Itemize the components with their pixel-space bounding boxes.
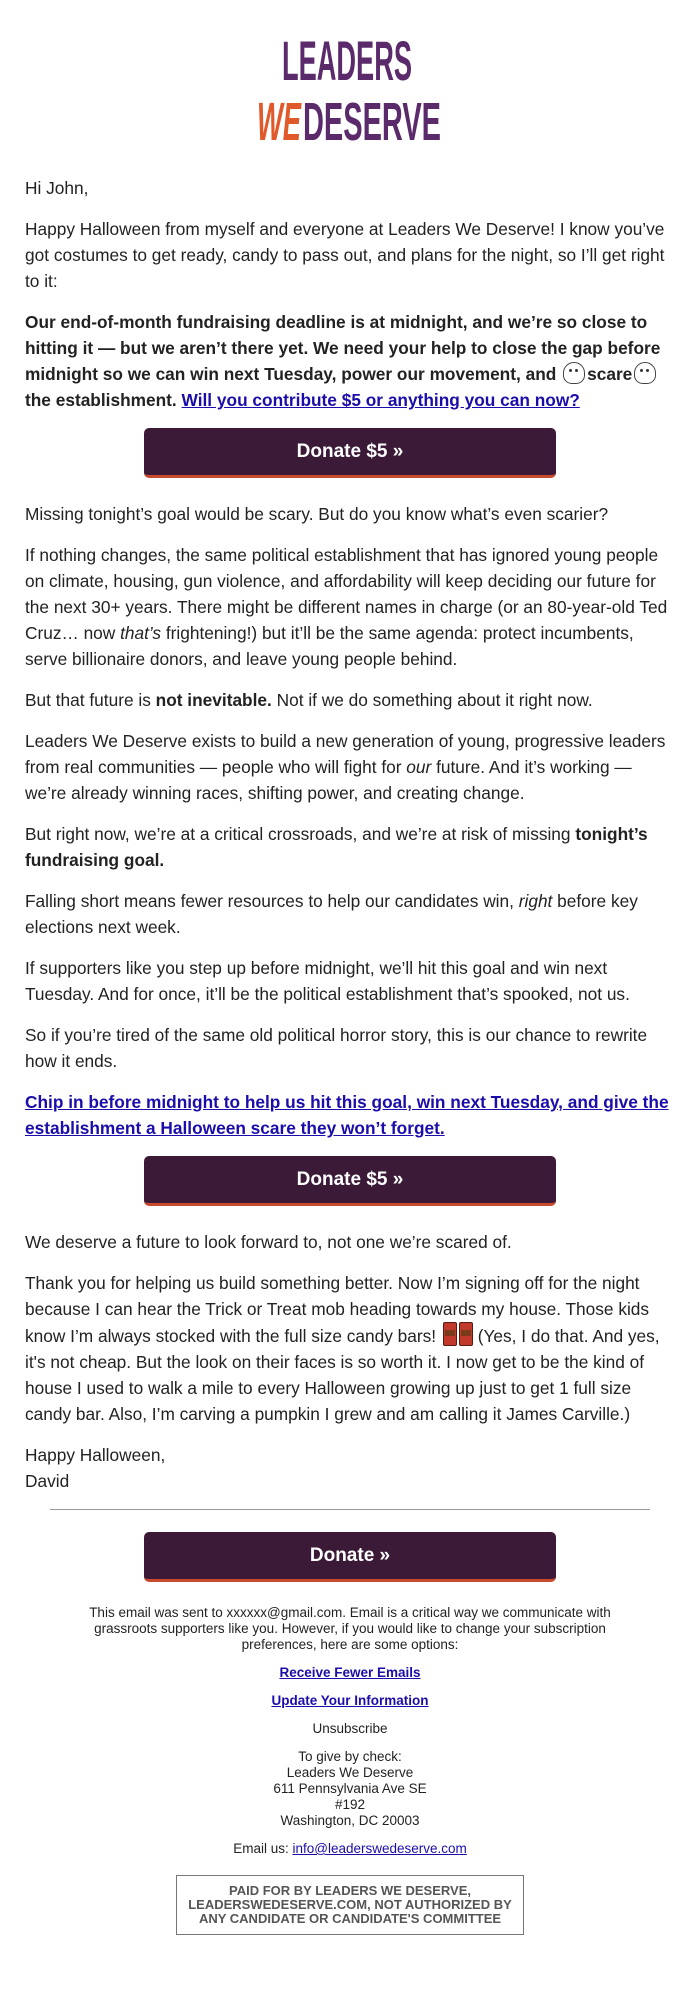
donate-button-row-1 bbox=[25, 428, 675, 478]
establishment-text-a: If nothing changes, the same political establishment that has ignored young people on climate, housing, gun violence, and affordability will keep deciding our future for the next 30+ years. There might be different names in charge (or an 80-year-old Ted Cruz… now bbox=[25, 545, 668, 643]
falling-text-em: right bbox=[518, 891, 553, 911]
inevitable-text-b: Not if we do something about it right now. bbox=[271, 690, 593, 710]
paragraph-scary: Missing tonight’s goal would be scary. But do you know what’s even scarier? bbox=[25, 504, 609, 524]
thanks-text-b: (Yes, I do that. And yes, it's not cheap. But the look on their faces is so worth it. I now get to be the kind of house I used to walk a mile to every Halloween growing up just to get 1 full size candy bar. Also, I’m carving a pumpkin I grew and am calling it James Carville.) bbox=[25, 1326, 660, 1424]
check-city: Washington, DC 20003 bbox=[280, 1813, 420, 1828]
paragraph-establishment bbox=[25, 542, 675, 672]
logo-text-leaders: LEADERS bbox=[282, 28, 412, 92]
donate-button-row-2 bbox=[25, 1156, 675, 1206]
signoff: Happy Halloween, bbox=[25, 1445, 166, 1465]
deadline-text-a: Our end-of-month fundraising deadline is at midnight, and we’re so close to hitting it — but we aren’t there yet. We need your help to close the gap before midnight so we can win next Tuesday, power our movement, and bbox=[25, 312, 661, 384]
footer-donate-row bbox=[0, 1532, 700, 1582]
inevitable-text-a: But that future is bbox=[25, 690, 156, 710]
ghost-icon bbox=[634, 362, 656, 384]
paragraph-thank-you bbox=[25, 1270, 675, 1427]
donate-5-button[interactable]: Donate $5 » bbox=[144, 1156, 556, 1206]
greeting: Hi John, bbox=[25, 178, 89, 198]
footer-divider bbox=[50, 1509, 650, 1510]
mission-text-a: Leaders We Deserve exists to build a new generation of young, progressive leaders from real communities — people who will fight for bbox=[25, 731, 666, 777]
thanks-text-a: Thank you for helping us build something better. Now I’m signing off for the night because I can hear the Trick or Treat mob heading towards my house. Those kids know I’m always stocked with the full size candy bars! bbox=[25, 1273, 650, 1346]
crossroads-text-bold: tonight’s fundraising goal. bbox=[25, 824, 648, 870]
deadline-text-b: the establishment. bbox=[25, 390, 177, 410]
logo-text-we: WE bbox=[257, 91, 302, 148]
header-logo-area bbox=[0, 0, 700, 175]
paragraph-crossroads bbox=[25, 821, 675, 873]
paragraph-step-up: If supporters like you step up before midnight, we’ll hit this goal and win next Tuesday. And for once, it’ll be the political establishment that’s spooked, not us. bbox=[25, 958, 630, 1004]
candy-bar-icon bbox=[459, 1322, 473, 1346]
donate-button[interactable]: Donate » bbox=[144, 1532, 556, 1582]
falling-text-a: Falling short means fewer resources to help our candidates win, bbox=[25, 891, 519, 911]
signoff-block bbox=[25, 1442, 675, 1494]
ghost-icon bbox=[563, 362, 585, 384]
check-street: 611 Pennsylvania Ave SE bbox=[273, 1781, 427, 1796]
signature: David bbox=[25, 1471, 70, 1491]
unsubscribe-link[interactable]: Unsubscribe bbox=[312, 1721, 388, 1736]
establishment-text-b: frightening!) but it’ll be the same agenda: protect incumbents, serve billionaire donors, and leave young people behind. bbox=[25, 623, 634, 669]
leaders-we-deserve-logo bbox=[255, 28, 445, 148]
receive-fewer-emails-link[interactable]: Receive Fewer Emails bbox=[279, 1665, 421, 1680]
candy-bar-icon bbox=[443, 1322, 457, 1346]
logo-text-deserve: DESERVE bbox=[303, 91, 441, 148]
paragraph-not-inevitable bbox=[25, 687, 675, 713]
paid-for-disclaimer: PAID FOR BY LEADERS WE DESERVE, LEADERSWEDESERVE.COM, NOT AUTHORIZED BY ANY CANDIDATE OR CANDIDATE'S COMMITTEE bbox=[176, 1875, 524, 1935]
check-address bbox=[80, 1749, 620, 1829]
donate-5-button[interactable]: Donate $5 » bbox=[144, 428, 556, 478]
update-information-link[interactable]: Update Your Information bbox=[271, 1693, 429, 1708]
subscription-notice: This email was sent to xxxxxx@gmail.com. Email is a critical way we communicate with grassroots supporters like you. However, if you would like to change your subscription preferences, here are some options: bbox=[89, 1605, 611, 1652]
paragraph-future: We deserve a future to look forward to, not one we’re scared of. bbox=[25, 1232, 512, 1252]
mission-text-b: future. And it’s working — we’re already winning races, shifting power, and creating change. bbox=[25, 757, 632, 803]
chip-in-link[interactable]: Chip in before midnight to help us hit this goal, win next Tuesday, and give the establishment a Halloween scare they won’t forget. bbox=[25, 1092, 669, 1138]
inevitable-text-bold: not inevitable. bbox=[155, 690, 272, 710]
paragraph-falling-short bbox=[25, 888, 675, 940]
contact-email-link[interactable]: info@leaderswedeserve.com bbox=[292, 1841, 467, 1856]
email-us-label: Email us: bbox=[233, 1841, 293, 1856]
deadline-text-scare: scare bbox=[587, 364, 633, 384]
footer bbox=[0, 1605, 700, 1935]
paragraph-mission bbox=[25, 728, 675, 806]
contribute-link[interactable]: Will you contribute $5 or anything you can now? bbox=[181, 390, 580, 410]
mission-text-em: our bbox=[406, 757, 432, 777]
paragraph-horror-story: So if you’re tired of the same old political horror story, this is our chance to rewrite how it ends. bbox=[25, 1025, 648, 1071]
crossroads-text-a: But right now, we’re at a critical crossroads, and we’re at risk of missing bbox=[25, 824, 576, 844]
falling-text-b: before key elections next week. bbox=[25, 891, 638, 937]
check-org: Leaders We Deserve bbox=[286, 1765, 414, 1780]
check-label: To give by check: bbox=[298, 1749, 402, 1764]
paragraph-deadline bbox=[25, 309, 675, 413]
establishment-text-em: that’s bbox=[120, 623, 162, 643]
email-body bbox=[0, 175, 700, 1494]
check-suite: #192 bbox=[334, 1797, 366, 1812]
paragraph-chip-in bbox=[25, 1089, 675, 1141]
paragraph-intro: Happy Halloween from myself and everyone at Leaders We Deserve! I know you’ve got costumes to get ready, candy to pass out, and plans for the night, so I’ll get right to it: bbox=[25, 219, 665, 291]
email-us-line bbox=[80, 1841, 620, 1857]
